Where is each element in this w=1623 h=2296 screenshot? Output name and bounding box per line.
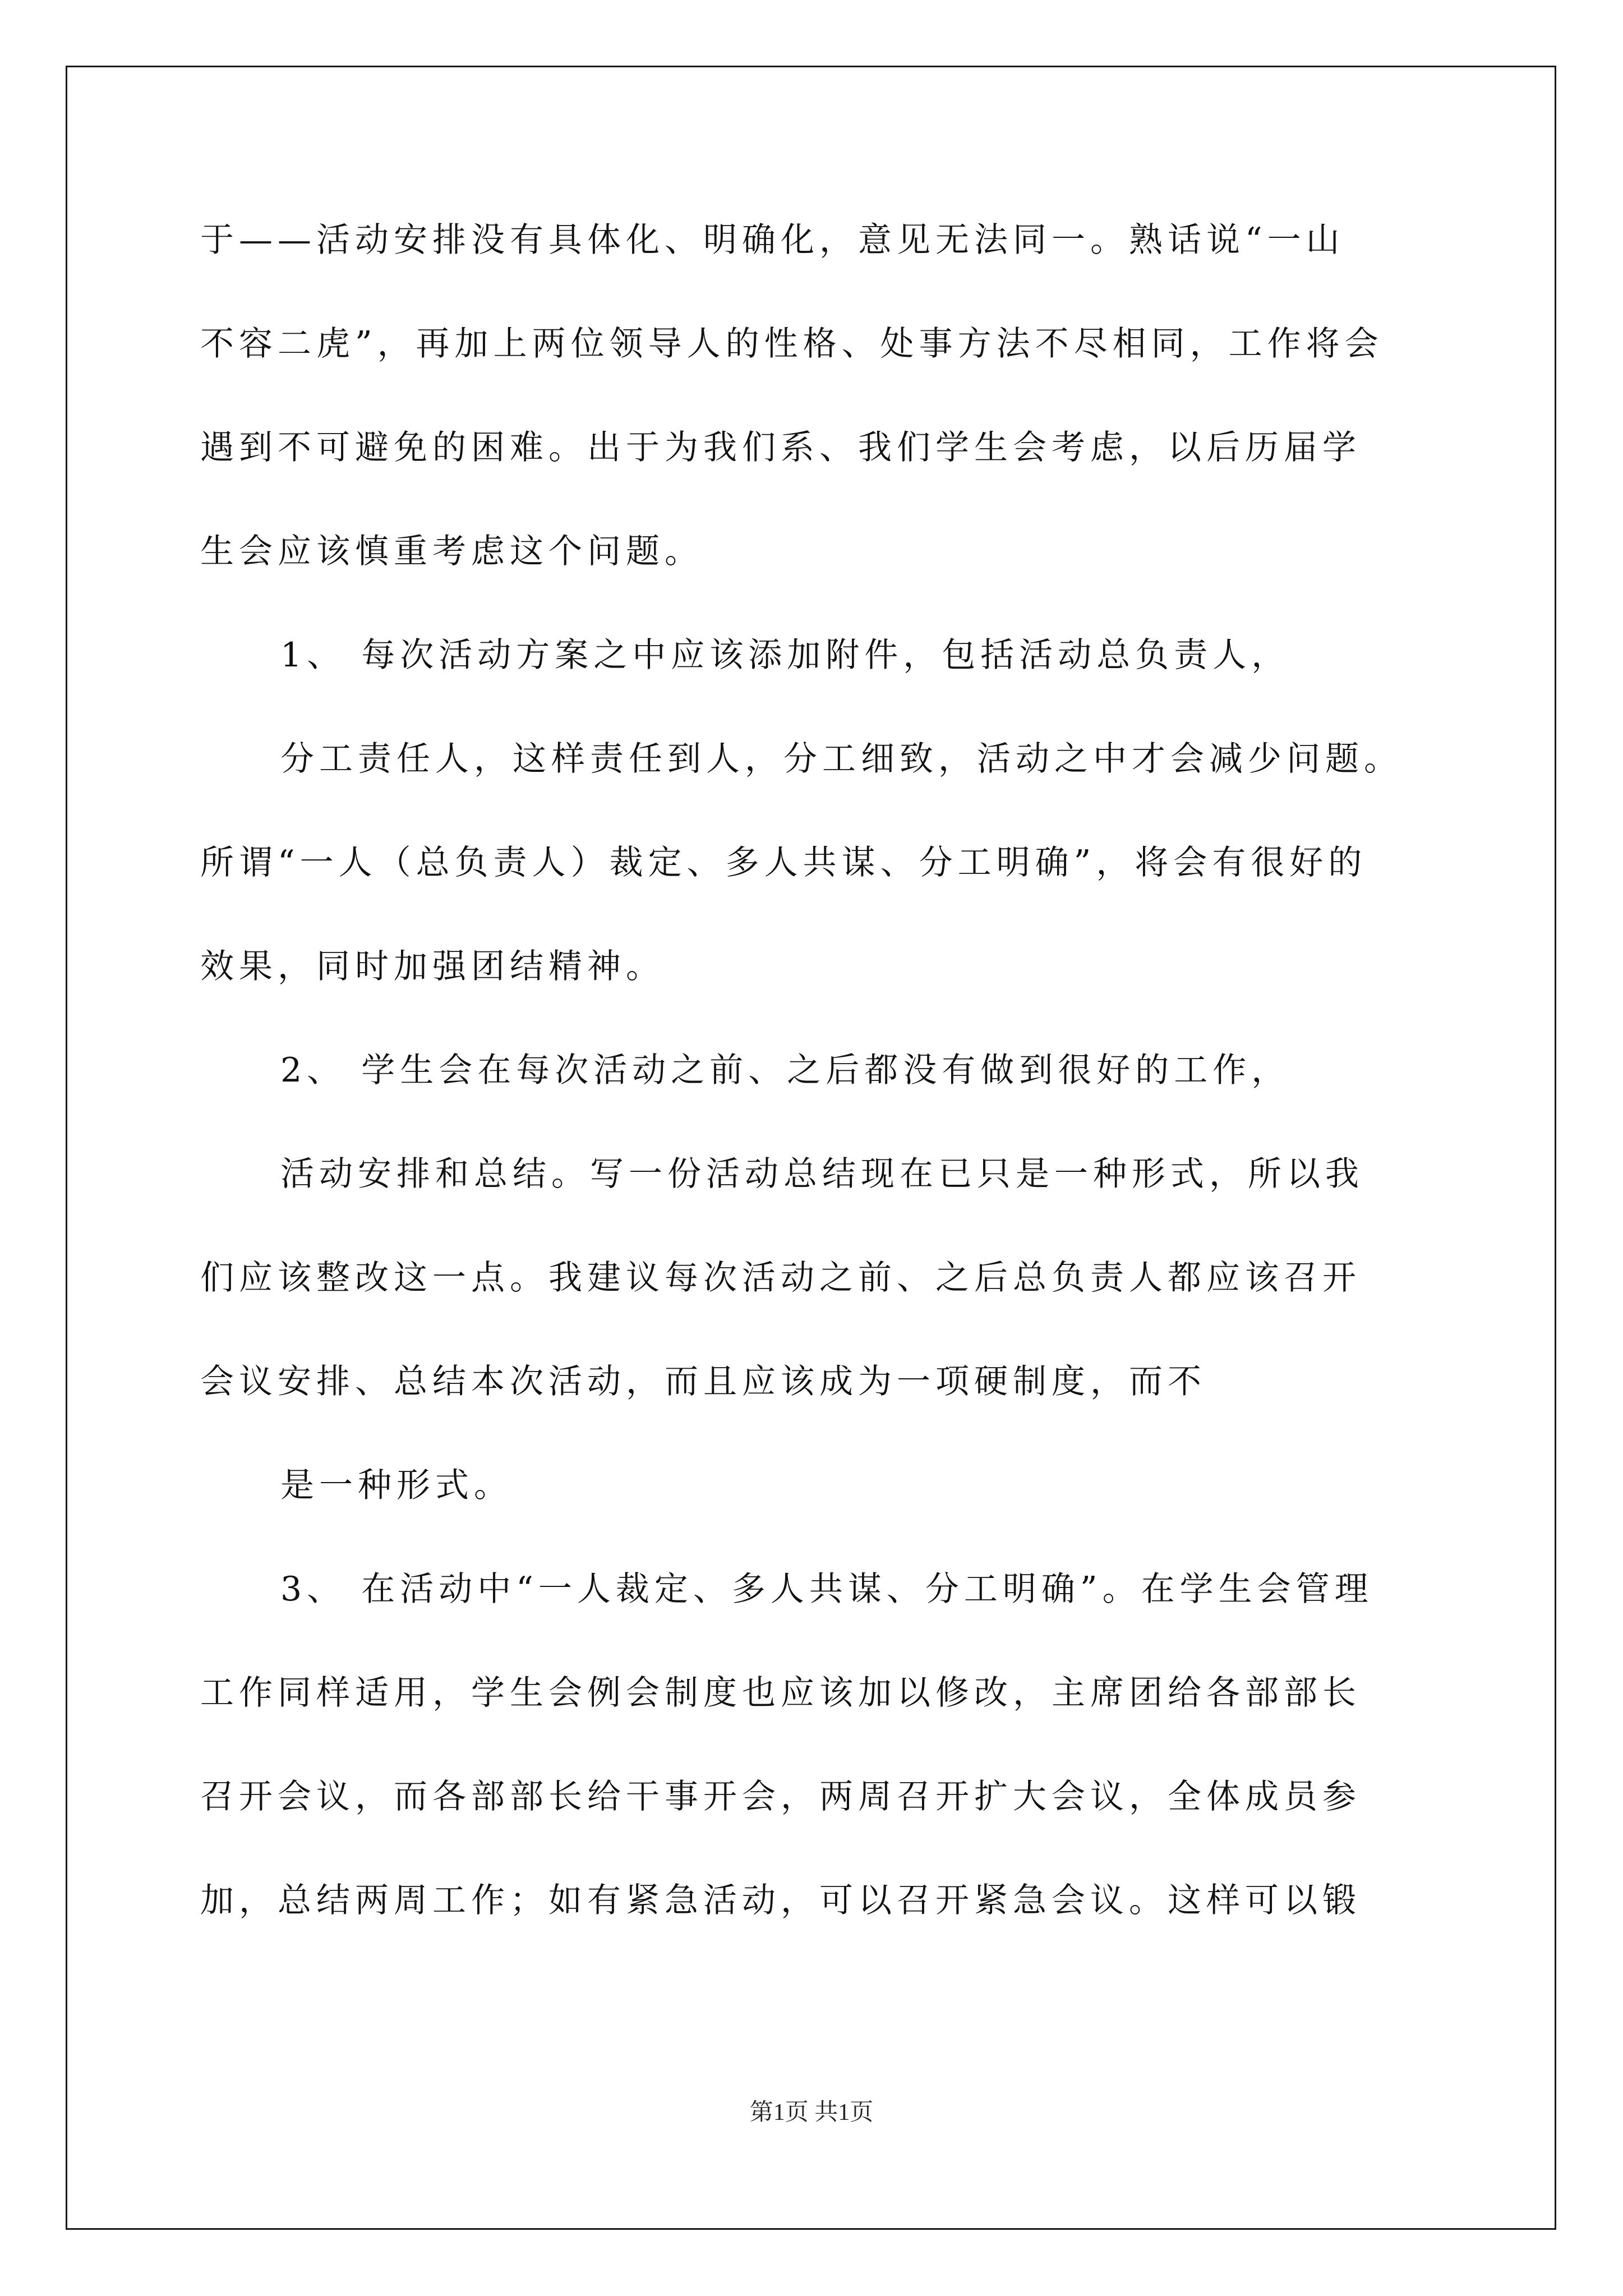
list-item-3: 3、 在活动中“一人裁定、多人共谋、分工明确”。在学生会管理 [280, 1570, 1373, 1609]
text-line: 生会应该慎重考虑这个问题。 [200, 532, 703, 571]
text-line: 不容二虎”，再加上两位领导人的性格、处事方法不尽相同，工作将会 [200, 324, 1384, 364]
text-line: 活动安排和总结。写一份活动总结现在已只是一种形式，所以我 [280, 1154, 1364, 1194]
text-line: 工作同样适用，学生会例会制度也应该加以修改，主席团给各部部长 [200, 1673, 1361, 1713]
text-line: 是一种形式。 [280, 1466, 513, 1505]
text-line: 于——活动安排没有具体化、明确化，意见无法同一。熟话说“一山 [200, 220, 1345, 260]
list-item-2: 2、 学生会在每次活动之前、之后都没有做到很好的工作， [280, 1051, 1290, 1090]
page-number-footer: 第1页 共1页 [749, 2100, 874, 2125]
text-line: 召开会议，而各部部长给干事开会，两周召开扩大会议，全体成员参 [200, 1777, 1361, 1816]
text-line: 加，总结两周工作；如有紧急活动，可以召开紧急会议。这样可以锻 [200, 1881, 1361, 1920]
text-line: 遇到不可避免的困难。出于为我们系、我们学生会考虑，以后历届学 [200, 428, 1361, 467]
list-item-1: 1、 每次活动方案之中应该添加附件，包括活动总负责人， [280, 636, 1290, 675]
text-line: 效果，同时加强团结精神。 [200, 947, 665, 986]
text-line: 会议安排、总结本次活动，而且应该成为一项硬制度，而不 [200, 1362, 1206, 1401]
text-line: 分工责任人，这样责任到人，分工细致，活动之中才会减少问题。 [280, 739, 1403, 779]
text-line: 所谓“一人（总负责人）裁定、多人共谋、分工明确”，将会有很好的 [200, 843, 1367, 882]
text-line: 们应该整改这一点。我建议每次活动之前、之后总负责人都应该召开 [200, 1258, 1361, 1297]
